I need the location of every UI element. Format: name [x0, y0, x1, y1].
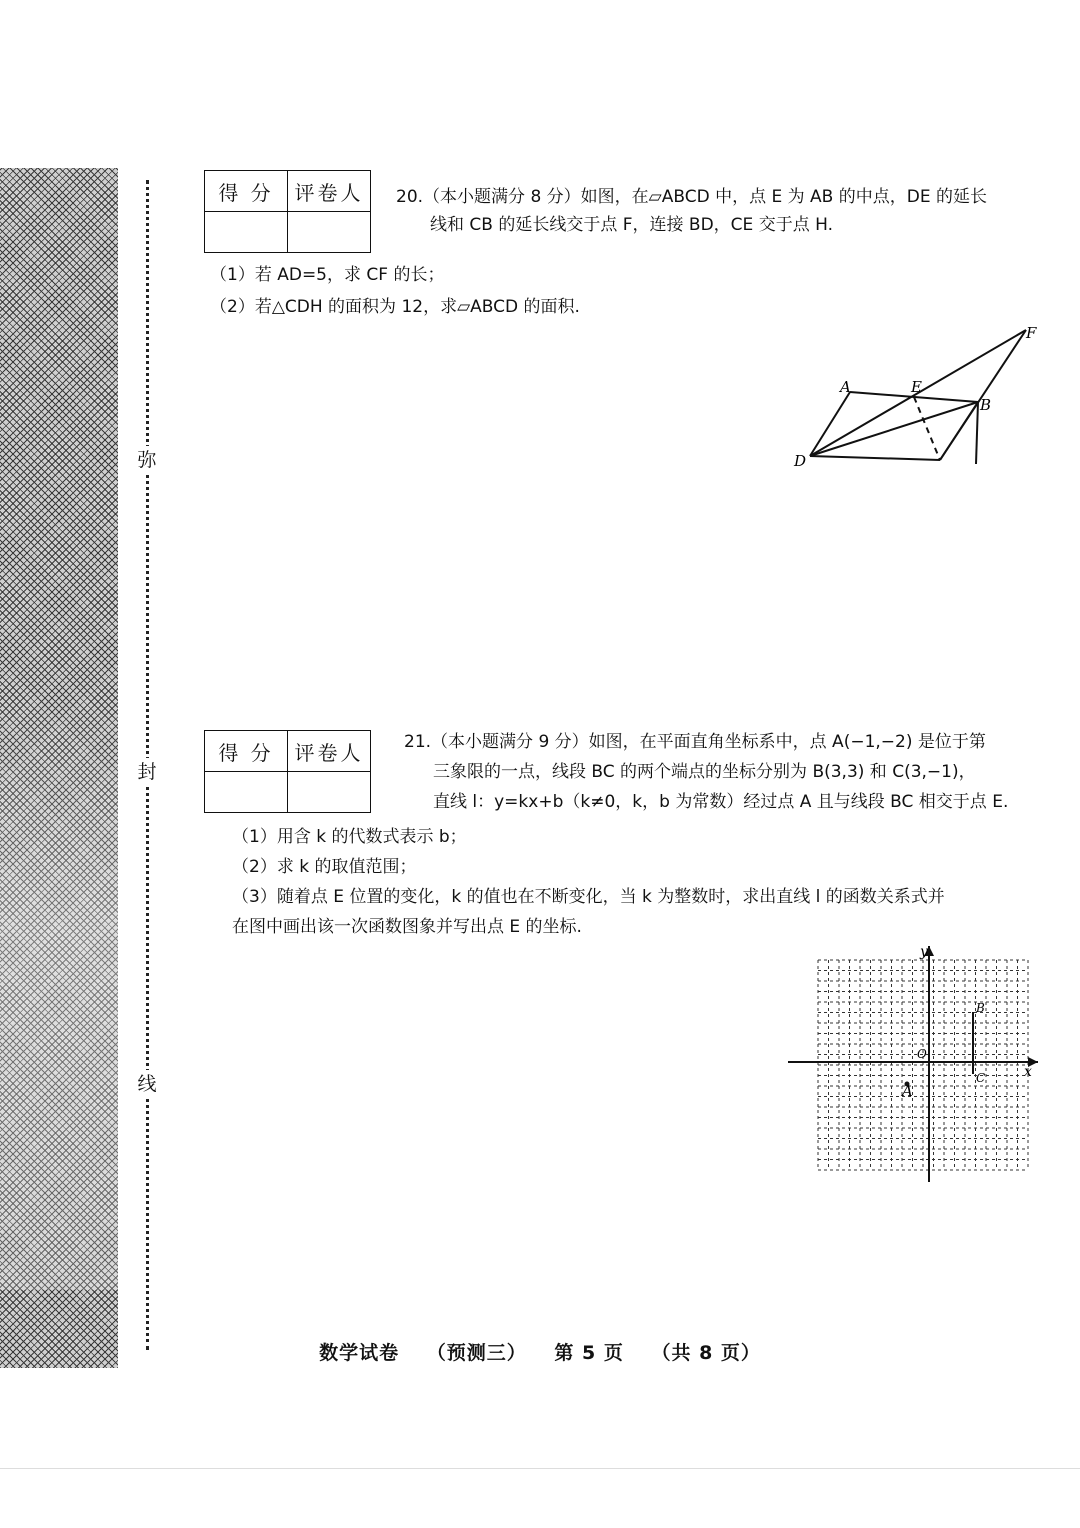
seal-char-mi: 弥 — [136, 446, 158, 474]
q20-part2: （2）若△CDH 的面积为 12，求▱ABCD 的面积. — [210, 297, 580, 317]
binding-margin-fade — [0, 690, 118, 1290]
score-cell — [205, 212, 288, 253]
label-D: D — [794, 452, 807, 470]
label-origin: O — [917, 1047, 927, 1061]
label-C: C — [976, 1071, 986, 1085]
score-label: 得 分 — [205, 731, 288, 772]
q21-header-line1: 21.（本小题满分 9 分）如图，在平面直角坐标系中，点 A(−1,−2) 是位于第 — [404, 732, 986, 752]
bottom-rule — [0, 1468, 1080, 1469]
page-footer — [0, 1338, 1080, 1365]
label-A: A — [902, 1082, 913, 1100]
label-y: y — [920, 944, 928, 960]
q21-part1: （1）用含 k 的代数式表示 b； — [232, 827, 467, 847]
edge-DA — [810, 392, 850, 456]
q20-header-line1: 20.（本小题满分 8 分）如图，在▱ABCD 中，点 E 为 AB 的中点，DE 的延长 — [396, 187, 987, 207]
edge-DC — [810, 456, 940, 460]
reviewer-label: 评卷人 — [288, 731, 371, 772]
reviewer-cell — [288, 772, 371, 813]
line-CE-dashed — [914, 397, 940, 460]
q20-score-box — [204, 170, 371, 253]
footer-subject: 数学试卷 — [319, 1342, 400, 1364]
line-B-down — [976, 402, 978, 464]
q20-parallelogram-figure — [790, 320, 1050, 480]
reviewer-label: 评卷人 — [288, 171, 371, 212]
q20-part1: （1）若 AD=5，求 CF 的长； — [210, 265, 445, 285]
line-CF — [940, 330, 1026, 460]
footer-total: （共 8 页） — [651, 1342, 761, 1364]
seal-char-xian: 线 — [136, 1070, 158, 1098]
q21-header-line3: 直线 l：y=kx+b（k≠0，k，b 为常数）经过点 A 且与线段 BC 相交于点 E. — [433, 792, 1009, 812]
seal-char-feng: 封 — [136, 758, 158, 786]
footer-edition: （预测三） — [426, 1342, 527, 1364]
q21-coordinate-grid — [780, 940, 1050, 1190]
q21-part3-line2: 在图中画出该一次函数图象并写出点 E 的坐标. — [232, 917, 582, 937]
line-DB — [810, 402, 978, 456]
label-x: x — [1024, 1064, 1032, 1080]
label-B: B — [976, 1001, 985, 1015]
reviewer-cell — [288, 212, 371, 253]
q21-part2: （2）求 k 的取值范围； — [232, 857, 417, 877]
label-A: A — [840, 378, 851, 396]
q21-score-box — [204, 730, 371, 813]
label-F: F — [1026, 324, 1037, 342]
score-label: 得 分 — [205, 171, 288, 212]
score-cell — [205, 772, 288, 813]
footer-page: 第 5 页 — [554, 1342, 624, 1364]
label-B: B — [980, 396, 992, 414]
q20-header-line2: 线和 CB 的延长线交于点 F，连接 BD，CE 交于点 H. — [430, 215, 833, 235]
q21-part3-line1: （3）随着点 E 位置的变化，k 的值也在不断变化，当 k 为整数时，求出直线 l 的函数关系式并 — [232, 887, 945, 907]
label-E: E — [911, 378, 922, 396]
q21-header-line2: 三象限的一点，线段 BC 的两个端点的坐标分别为 B(3,3) 和 C(3,−1)， — [433, 762, 976, 782]
